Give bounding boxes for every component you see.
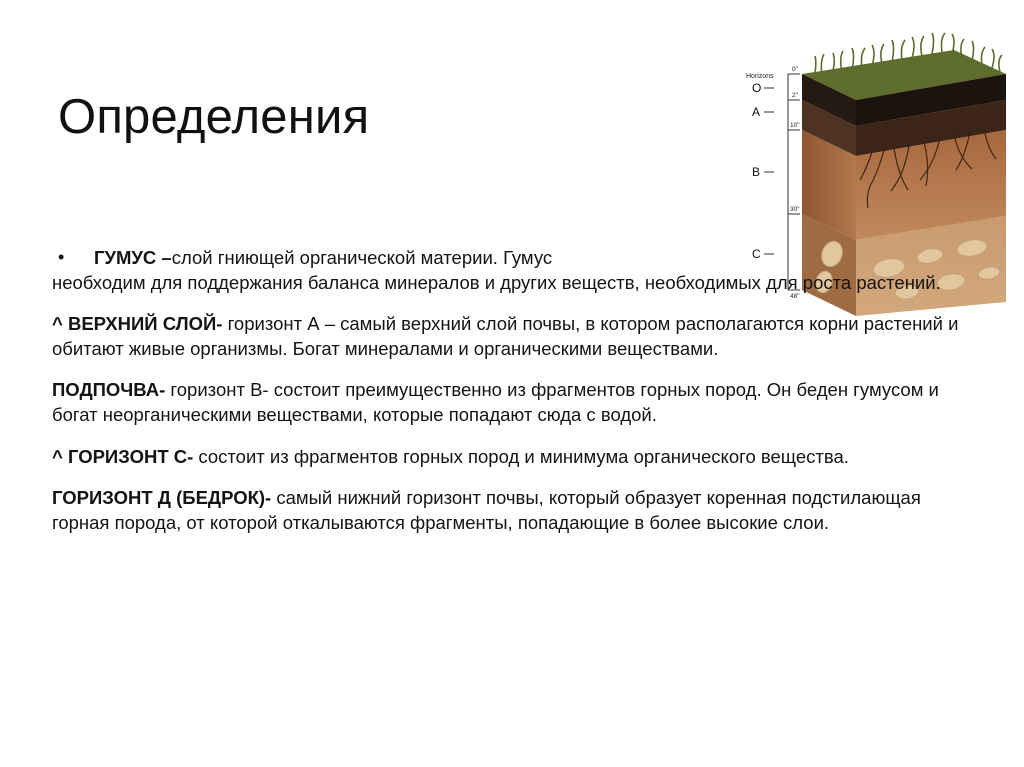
svg-text:O: O xyxy=(752,81,762,95)
list-item xyxy=(52,378,982,427)
humus-line1: слой гниющей органической материи. Гумус xyxy=(171,247,553,268)
list-item xyxy=(52,486,982,535)
term-topsoil: ВЕРХНИЙ СЛОЙ- xyxy=(67,313,223,335)
bedrock-body: самый нижний горизонт почвы, который образует коренная подстилающая горная порода, от которой откалываются фрагменты, попадающие в более высокие слои. xyxy=(52,487,921,533)
svg-text:10": 10" xyxy=(790,122,800,129)
svg-text:0": 0" xyxy=(792,66,798,73)
svg-text:C: C xyxy=(752,247,761,261)
subsoil-body: горизонт В- состоит преимущественно из фрагментов горных пород. Он беден гумусом и богат неорганическими веществами, которые попадают сюда с водой. xyxy=(52,379,939,425)
definitions-list xyxy=(52,246,982,535)
term-subsoil: ПОДПОЧВА- xyxy=(52,379,166,401)
topsoil-body: горизонт А – самый верхний слой почвы, в котором располагаются корни растений и обитают живые организмы. Богат минералами и органическими веществами. xyxy=(52,313,959,359)
svg-text:B: B xyxy=(752,165,761,179)
list-item xyxy=(52,312,982,361)
humus-body: необходим для поддержания баланса минералов и других веществ, необходимых для роста растений. xyxy=(52,271,941,293)
horizon-c-body: состоит из фрагментов горных пород и минимума органического вещества. xyxy=(193,445,849,467)
svg-text:48": 48" xyxy=(790,293,800,300)
svg-text:30": 30" xyxy=(790,206,800,213)
caret-marker: ^ xyxy=(52,313,63,335)
term-bedrock: ГОРИЗОНТ Д (БЕДРОК)- xyxy=(52,487,272,509)
list-item xyxy=(52,445,982,470)
bullet-icon: • xyxy=(58,247,65,267)
page-title: Определения xyxy=(58,90,370,144)
term-horizon-c: ГОРИЗОНТ С- xyxy=(67,445,194,467)
list-item xyxy=(52,246,982,295)
term-humus: ГУМУС – xyxy=(94,247,172,268)
svg-text:2": 2" xyxy=(792,92,798,99)
svg-text:Horizons: Horizons xyxy=(746,73,774,80)
svg-text:A: A xyxy=(752,105,761,119)
caret-marker: ^ xyxy=(52,445,63,467)
